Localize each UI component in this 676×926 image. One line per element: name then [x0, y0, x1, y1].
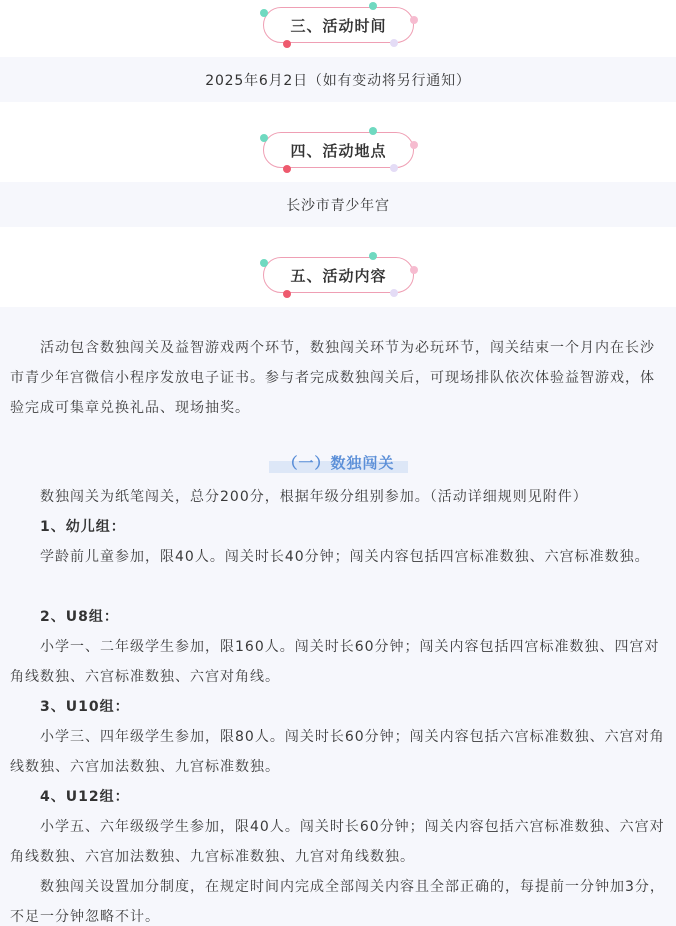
activity-location: 长沙市青少年宫: [0, 182, 676, 227]
group-desc: 小学一、二年级学生参加，限160人。闯关时长60分钟；闯关内容包括四宫标准数独、四宫对角线数独、六宫标准数独、六宫对角线。: [10, 639, 660, 685]
decor-dot: [410, 16, 418, 24]
group-desc: 小学三、四年级学生参加，限80人。闯关时长60分钟；闯关内容包括六宫标准数独、六宫对角线数独、六宫加法数独、九宫标准数独。: [10, 729, 665, 775]
section-title-pill: [263, 132, 414, 168]
section-header-band: [0, 0, 676, 57]
group-label: 3、U10组：: [40, 699, 130, 715]
decor-dot: [260, 259, 268, 267]
group-desc: 学龄前儿童参加，限40人。闯关时长40分钟；闯关内容包括四宫标准数独、六宫标准数独。: [40, 549, 650, 565]
intro-paragraph: 活动包含数独闯关及益智游戏两个环节，数独闯关环节为必玩环节，闯关结束一个月内在长沙市青少年宫微信小程序发放电子证书。参与者完成数独闯关后，可现场排队依次体验益智游戏，体验完成可集章兑换礼品、现场抽奖。: [10, 340, 655, 416]
decor-dot: [390, 289, 398, 297]
section-title-pill: [263, 257, 414, 293]
section-title: 五、活动内容: [290, 266, 387, 285]
group-label: 1、幼儿组：: [40, 519, 126, 535]
decor-dot: [390, 164, 398, 172]
section-title: 四、活动地点: [290, 141, 387, 160]
activity-content: [0, 307, 676, 926]
decor-dot: [369, 252, 377, 260]
decor-dot: [369, 2, 377, 10]
decor-dot: [260, 9, 268, 17]
sudoku-intro: 数独闯关为纸笔闯关，总分200分，根据年级分组别参加。（活动详细规则见附件）: [40, 489, 588, 505]
decor-dot: [283, 165, 291, 173]
section-title-pill: [263, 7, 414, 43]
decor-dot: [369, 127, 377, 135]
section-title: 三、活动时间: [290, 16, 387, 35]
section-header-band: [0, 102, 676, 182]
group-label: 4、U12组：: [40, 789, 130, 805]
group-desc: 小学五、六年级级学生参加，限40人。闯关时长60分钟；闯关内容包括六宫标准数独、六宫对角线数独、六宫加法数独、九宫标准数独、九宫对角线数独。: [10, 819, 665, 865]
decor-dot: [410, 266, 418, 274]
decor-dot: [260, 134, 268, 142]
decor-dot: [390, 39, 398, 47]
decor-dot: [283, 290, 291, 298]
decor-dot: [283, 40, 291, 48]
activity-time: 2025年6月2日（如有变动将另行通知）: [0, 57, 676, 102]
bonus-rule: 数独闯关设置加分制度，在规定时间内完成全部闯关内容且全部正确的，每提前一分钟加3分，不足一分钟忽略不计。: [10, 879, 665, 925]
subsection-title: （一）数独闯关: [269, 451, 408, 473]
decor-dot: [410, 141, 418, 149]
section-header-band: [0, 227, 676, 307]
group-label: 2、U8组：: [40, 609, 119, 625]
